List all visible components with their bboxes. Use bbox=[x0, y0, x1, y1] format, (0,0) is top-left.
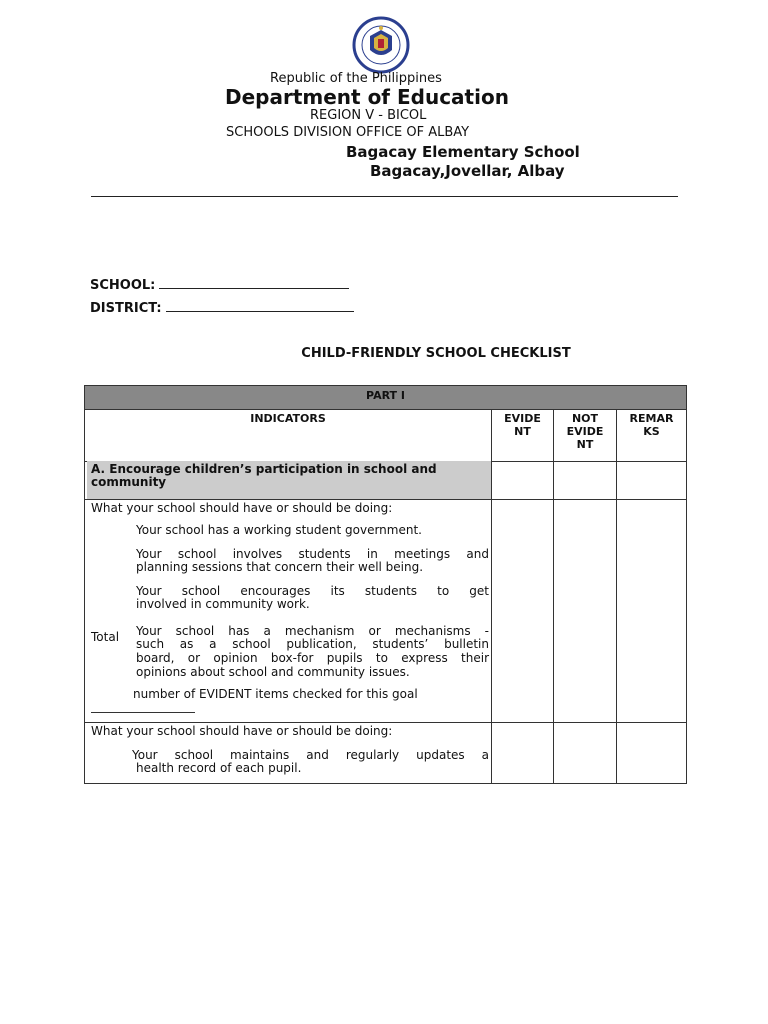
evident-header bbox=[492, 412, 553, 438]
school-field bbox=[90, 277, 349, 293]
indicator-item-cont: such as a school publication, students’ bulletin bbox=[136, 637, 489, 651]
not-evident-header-line: NOT bbox=[571, 412, 599, 425]
school-blank[interactable] bbox=[159, 277, 349, 289]
remarks-header-line: KS bbox=[643, 425, 660, 438]
not-evident-header bbox=[554, 412, 616, 451]
header-divider bbox=[91, 196, 678, 197]
department-title: Department of Education bbox=[225, 85, 509, 109]
row-divider bbox=[85, 499, 686, 500]
row-divider bbox=[85, 722, 686, 723]
col-divider bbox=[616, 409, 617, 784]
intro-text: What your school should have or should be doing: bbox=[91, 501, 393, 515]
evident-header-line: EVIDE bbox=[504, 412, 541, 425]
indicator-item-cont: opinions about school and community issues. bbox=[136, 665, 410, 679]
section-a-title: A. Encourage children’s participation in school and community bbox=[91, 462, 437, 489]
division-line: SCHOOLS DIVISION OFFICE OF ALBAY bbox=[226, 125, 470, 140]
intro-text: What your school should have or should be doing: bbox=[91, 724, 393, 738]
district-label: DISTRICT: bbox=[90, 301, 162, 316]
district-field bbox=[90, 300, 354, 316]
evident-header-line: NT bbox=[514, 425, 531, 438]
indicator-item: Your school involves students in meetings and bbox=[136, 547, 489, 561]
remarks-header bbox=[617, 412, 686, 438]
indicator-item-cont: planning sessions that concern their well being. bbox=[136, 560, 424, 574]
indicators-header: INDICATORS bbox=[250, 412, 326, 425]
school-name: Bagacay Elementary School bbox=[346, 143, 580, 161]
republic-line: Republic of the Philippines bbox=[270, 71, 442, 86]
indicator-item-cont: health record of each pupil. bbox=[136, 761, 302, 775]
checklist-table bbox=[84, 385, 687, 784]
indicator-item: Your school has a mechanism or mechanisms - bbox=[136, 624, 489, 638]
not-evident-header-line: NT bbox=[576, 438, 594, 451]
total-text: number of EVIDENT items checked for this goal bbox=[133, 687, 418, 701]
indicator-item: Your school has a working student government. bbox=[136, 523, 422, 537]
district-blank[interactable] bbox=[166, 300, 354, 312]
indicator-item-cont: board, or opinion box-for pupils to express their bbox=[136, 651, 489, 665]
col-divider bbox=[491, 409, 492, 784]
school-label: SCHOOL: bbox=[90, 278, 156, 293]
deped-seal bbox=[340, 16, 422, 74]
indicator-item: Your school maintains and regularly updates a bbox=[132, 748, 489, 762]
indicator-item-cont: involved in community work. bbox=[136, 597, 310, 611]
total-blank[interactable] bbox=[91, 712, 195, 713]
total-label: Total bbox=[91, 630, 120, 644]
col-divider bbox=[553, 409, 554, 784]
indicator-item: Your school encourages its students to get bbox=[136, 584, 489, 598]
checklist-title: CHILD-FRIENDLY SCHOOL CHECKLIST bbox=[301, 346, 571, 361]
part-header: PART I bbox=[85, 386, 686, 410]
remarks-header-line: REMAR bbox=[629, 412, 674, 425]
school-address: Bagacay,Jovellar, Albay bbox=[370, 162, 565, 180]
not-evident-header-line: EVIDE bbox=[566, 425, 604, 438]
region-line: REGION V - BICOL bbox=[310, 108, 427, 123]
